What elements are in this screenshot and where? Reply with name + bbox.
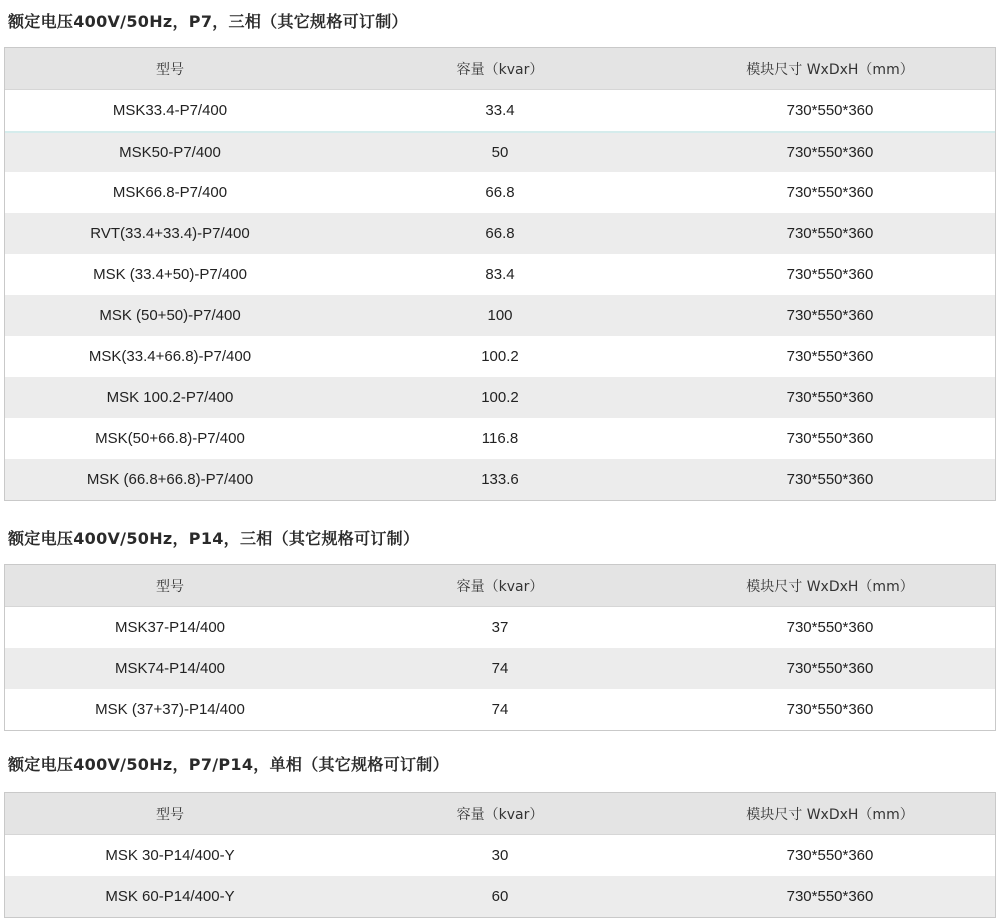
section-title-single-phase: 额定电压400V/50Hz，P7/P14，单相（其它规格可订制） (8, 755, 449, 774)
cell-dimensions: 730*550*360 (786, 471, 874, 488)
cell-dimensions: 730*550*360 (786, 348, 874, 365)
cell-capacity: 100.2 (481, 389, 519, 406)
header-capacity: 容量（kvar） (456, 806, 544, 823)
cell-capacity: 83.4 (485, 266, 515, 283)
cell-model: MSK (33.4+50)-P7/400 (93, 266, 247, 283)
cell-model: MSK (50+50)-P7/400 (99, 307, 241, 324)
section-title-p7-three-phase: 额定电压400V/50Hz，P7，三相（其它规格可订制） (8, 12, 408, 31)
cell-capacity: 74 (491, 660, 509, 677)
cell-model: MSK66.8-P7/400 (112, 184, 228, 201)
cell-dimensions: 730*550*360 (786, 266, 874, 283)
cell-dimensions: 730*550*360 (786, 619, 874, 636)
cell-model: MSK(50+66.8)-P7/400 (95, 430, 245, 447)
cell-capacity: 74 (491, 701, 509, 718)
table-row (5, 876, 995, 917)
section-title-p14-three-phase: 额定电压400V/50Hz，P14，三相（其它规格可订制） (8, 529, 420, 548)
table-row (5, 172, 995, 213)
cell-model: RVT(33.4+33.4)-P7/400 (90, 225, 250, 242)
cell-dimensions: 730*550*360 (786, 184, 874, 201)
header-model: 型号 (156, 806, 184, 823)
header-capacity: 容量（kvar） (456, 61, 544, 78)
cell-capacity: 133.6 (481, 471, 519, 488)
cell-dimensions: 730*550*360 (786, 389, 874, 406)
table-row (5, 835, 995, 876)
cell-model: MSK74-P14/400 (114, 660, 226, 677)
table-header (5, 565, 995, 607)
cell-capacity: 37 (491, 619, 509, 636)
table-row (5, 90, 995, 131)
cell-dimensions: 730*550*360 (786, 888, 874, 905)
spec-table-single-phase (4, 792, 996, 918)
table-row (5, 418, 995, 459)
header-dimensions: 模块尺寸 WxDxH（mm） (746, 61, 914, 78)
table-row (5, 648, 995, 689)
table-row (5, 689, 995, 730)
cell-dimensions: 730*550*360 (786, 701, 874, 718)
cell-capacity: 116.8 (481, 430, 519, 447)
header-dimensions: 模块尺寸 WxDxH（mm） (746, 806, 914, 823)
cell-capacity: 33.4 (485, 102, 515, 119)
cell-dimensions: 730*550*360 (786, 144, 874, 161)
cell-model: MSK 30-P14/400-Y (105, 847, 235, 864)
cell-capacity: 66.8 (485, 184, 515, 201)
cell-capacity: 30 (491, 847, 509, 864)
header-model: 型号 (156, 61, 184, 78)
cell-dimensions: 730*550*360 (786, 847, 874, 864)
table-row (5, 336, 995, 377)
table-row (5, 133, 995, 172)
cell-capacity: 60 (491, 888, 509, 905)
header-dimensions: 模块尺寸 WxDxH（mm） (746, 578, 914, 595)
cell-model: MSK 100.2-P7/400 (106, 389, 234, 406)
cell-dimensions: 730*550*360 (786, 102, 874, 119)
cell-model: MSK 60-P14/400-Y (105, 888, 235, 905)
cell-dimensions: 730*550*360 (786, 430, 874, 447)
table-header (5, 793, 995, 835)
cell-model: MSK(33.4+66.8)-P7/400 (88, 348, 252, 365)
table-row (5, 295, 995, 336)
table-row (5, 607, 995, 648)
cell-model: MSK (66.8+66.8)-P7/400 (86, 471, 254, 488)
cell-dimensions: 730*550*360 (786, 660, 874, 677)
cell-dimensions: 730*550*360 (786, 225, 874, 242)
header-model: 型号 (156, 578, 184, 595)
spec-table-p7-three-phase (4, 47, 996, 501)
table-row (5, 377, 995, 418)
table-row (5, 459, 995, 500)
cell-model: MSK50-P7/400 (119, 144, 221, 161)
table-row (5, 254, 995, 295)
cell-capacity: 100.2 (481, 348, 519, 365)
cell-model: MSK (37+37)-P14/400 (95, 701, 245, 718)
spec-table-p14-three-phase (4, 564, 996, 731)
cell-model: MSK33.4-P7/400 (112, 102, 228, 119)
cell-capacity: 50 (491, 144, 509, 161)
cell-model: MSK37-P14/400 (114, 619, 226, 636)
table-row (5, 213, 995, 254)
table-header (5, 48, 995, 90)
header-capacity: 容量（kvar） (456, 578, 544, 595)
cell-capacity: 100 (487, 307, 513, 324)
cell-dimensions: 730*550*360 (786, 307, 874, 324)
cell-capacity: 66.8 (485, 225, 515, 242)
